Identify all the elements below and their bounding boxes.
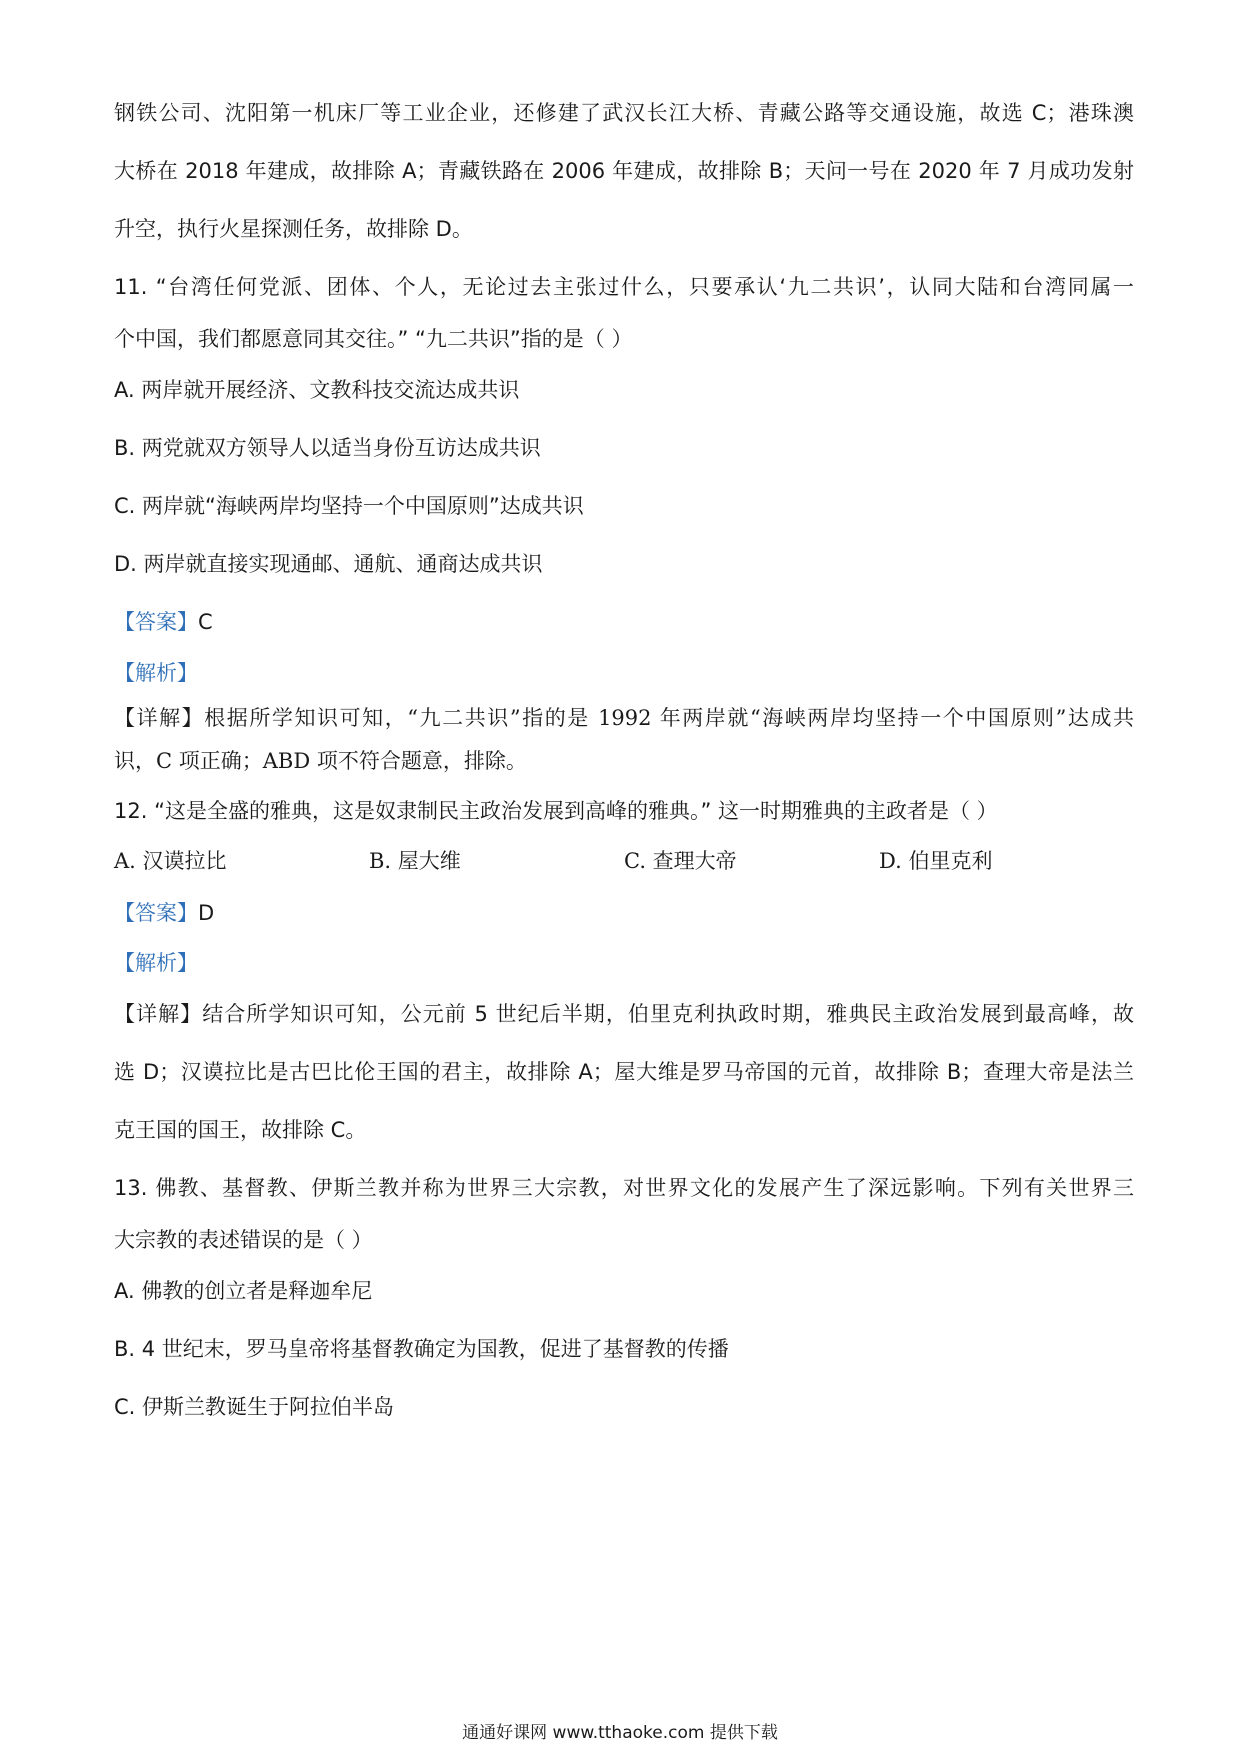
question-13-option-c: C. 伊斯兰教诞生于阿拉伯半岛 xyxy=(114,1395,395,1419)
analysis-tag: 【解析】 xyxy=(114,951,198,975)
question-13-option-b: B. 4 世纪末，罗马皇帝将基督教确定为国教，促进了基督教的传播 xyxy=(114,1337,729,1361)
text-line: 升空，执行火星探测任务，故排除 D。 xyxy=(114,217,473,241)
question-11-stem-cont: 个中国，我们都愿意同其交往。” “九二共识”指的是（ ） xyxy=(114,327,633,351)
detail-text: 结合所学知识可知，公元前 5 世纪后半期，伯里克利执政时期，雅典民主政治发展到最高峰，故 xyxy=(202,1002,1134,1026)
question-11-analysis-tag xyxy=(114,658,1134,688)
answer-value: C xyxy=(198,610,213,634)
question-12-detail xyxy=(114,999,1134,1029)
question-11-detail xyxy=(114,703,1134,733)
question-13-option-a: A. 佛教的创立者是释迦牟尼 xyxy=(114,1279,373,1303)
question-12-option-c: C. 查理大帝 xyxy=(624,849,737,873)
question-12-option-b: B. 屋大维 xyxy=(369,849,461,873)
question-12-detail-cont: 克王国的国王，故排除 C。 xyxy=(114,1118,367,1142)
question-11-detail-cont: 识，C 项正确；ABD 项不符合题意，排除。 xyxy=(114,749,527,773)
text-line: 大桥在 2018 年建成，故排除 A；青藏铁路在 2006 年建成，故排除 B；天问一号在 2020 年 7 月成功发射 xyxy=(114,159,1134,183)
detail-tag: 【详解】 xyxy=(114,706,205,730)
question-12-option-a: A. 汉谟拉比 xyxy=(114,849,227,873)
answer-tag: 【答案】 xyxy=(114,610,198,634)
question-11-option-b: B. 两党就双方领导人以适当身份互访达成共识 xyxy=(114,436,541,460)
question-12-option-d: D. 伯里克利 xyxy=(879,849,993,873)
question-13-stem-cont: 大宗教的表述错误的是（ ） xyxy=(114,1228,373,1252)
question-13-stem: 13. 佛教、基督教、伊斯兰教并称为世界三大宗教，对世界文化的发展产生了深远影响。下列有关世界三 xyxy=(114,1176,1134,1200)
detail-tag: 【详解】 xyxy=(114,1002,203,1026)
question-11-option-d: D. 两岸就直接实现通邮、通航、通商达成共识 xyxy=(114,552,543,576)
detail-text: 根据所学知识可知，“九二共识”指的是 1992 年两岸就“海峡两岸均坚持一个中国原则”达成共 xyxy=(204,706,1134,730)
question-11-option-a: A. 两岸就开展经济、文教科技交流达成共识 xyxy=(114,378,520,402)
question-12-answer xyxy=(114,898,1134,928)
question-11-option-c: C. 两岸就“海峡两岸均坚持一个中国原则”达成共识 xyxy=(114,494,584,518)
answer-value: D xyxy=(198,901,215,925)
page-footer: 通通好课网 www.tthaoke.com 提供下载 xyxy=(462,1723,778,1743)
question-12-stem: 12. “这是全盛的雅典，这是奴隶制民主政治发展到高峰的雅典。” 这一时期雅典的主政者是（ ） xyxy=(114,799,998,823)
question-11-stem: 11. “台湾任何党派、团体、个人，无论过去主张过什么，只要承认‘九二共识’，认同大陆和台湾同属一 xyxy=(114,275,1134,299)
answer-tag: 【答案】 xyxy=(114,901,198,925)
text-line: 钢铁公司、沈阳第一机床厂等工业企业，还修建了武汉长江大桥、青藏公路等交通设施，故选 C；港珠澳 xyxy=(114,101,1134,125)
question-12-analysis-tag xyxy=(114,948,1134,978)
question-12-detail-cont: 选 D；汉谟拉比是古巴比伦王国的君主，故排除 A；屋大维是罗马帝国的元首，故排除 B；查理大帝是法兰 xyxy=(114,1060,1134,1084)
question-11-answer xyxy=(114,607,1134,637)
analysis-tag: 【解析】 xyxy=(114,661,198,685)
